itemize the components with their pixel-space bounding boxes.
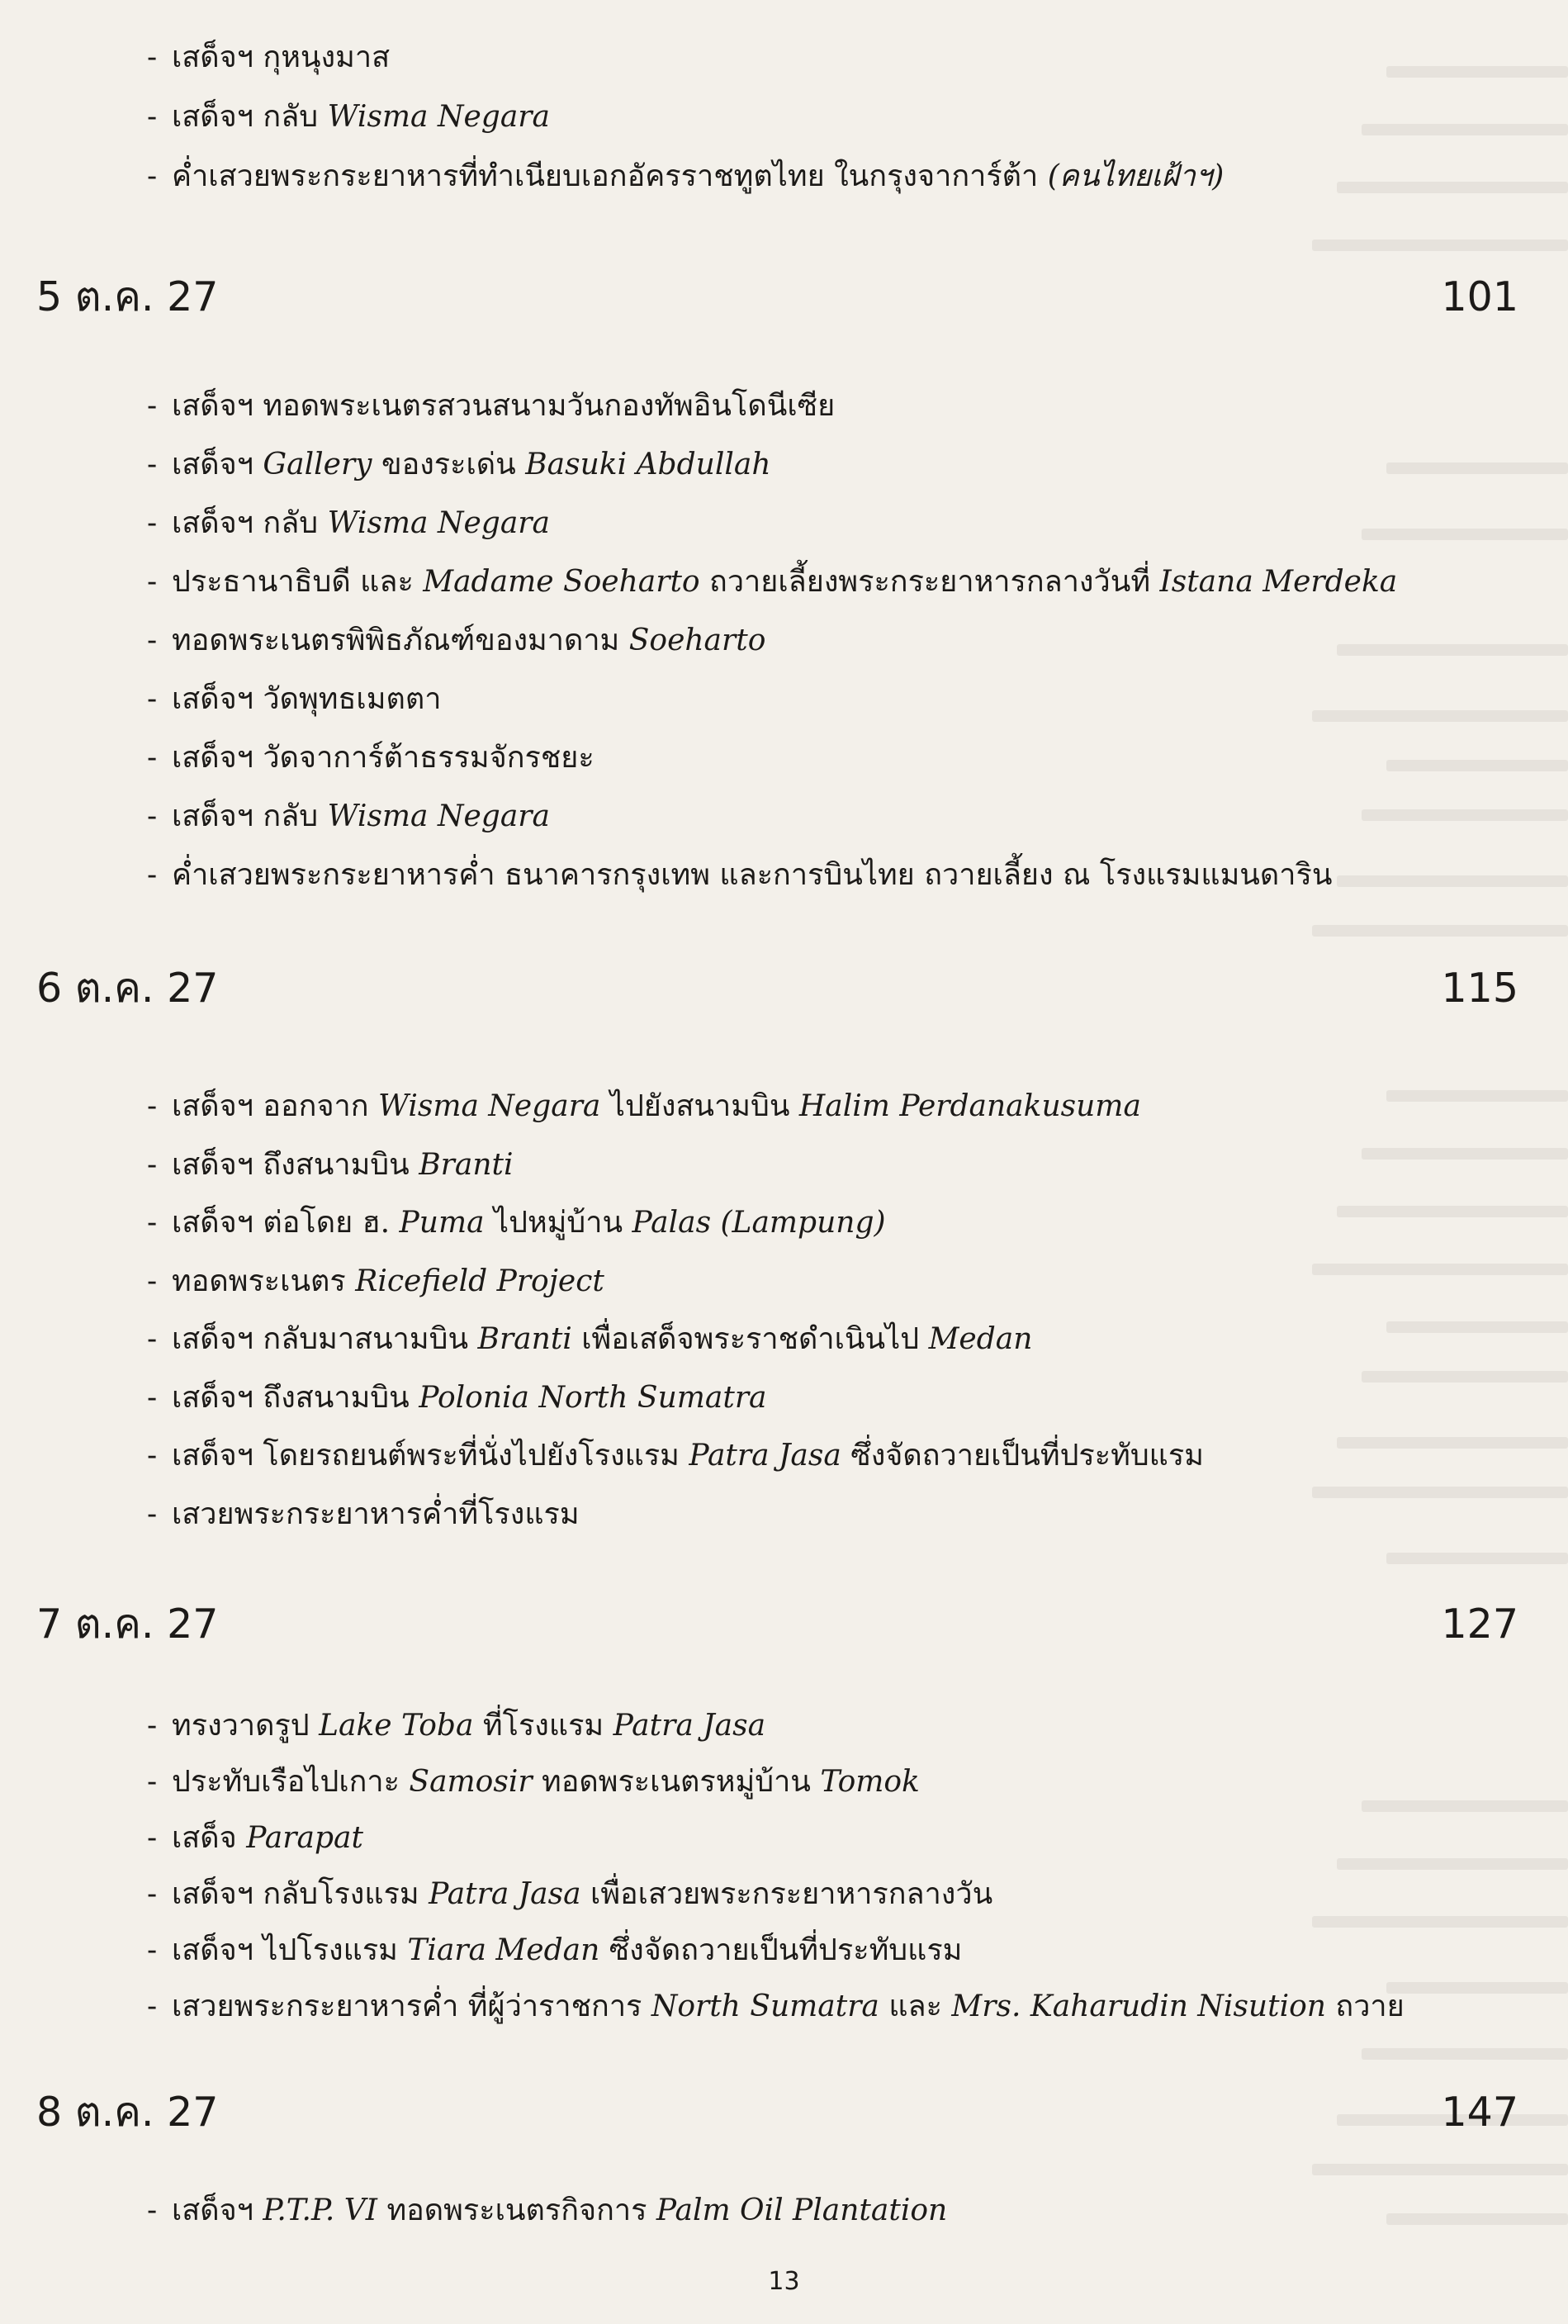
text-run: ไปหมู่บ้าน [484,1206,632,1240]
bleed-through-mark [1362,1371,1568,1383]
text-run: เพื่อเสด็จพระราชดำเนินไป [571,1322,929,1356]
bullet-dash: - [147,1206,158,1240]
italic-text-run: Palm Oil Plantation [656,2194,948,2227]
bleed-through-mark [1312,710,1568,722]
italic-text-run: Halim Perdanakusuma [798,1089,1141,1123]
itinerary-item [147,1876,992,1912]
italic-text-run: Gallery [263,448,372,481]
text-run: ไปยังสนามบิน [600,1089,799,1123]
section-page-reference: 127 [1441,1601,1518,1648]
bleed-through-mark [1386,760,1568,771]
page-number: 13 [768,2267,800,2296]
itinerary-item [147,505,550,541]
itinerary-item [147,1380,767,1416]
text-run: เสด็จฯ กลับ [172,100,328,134]
bullet-dash: - [147,159,158,193]
bleed-through-mark [1337,1858,1568,1870]
text-run: ทรงวาดรูป [172,1709,320,1743]
itinerary-item [147,388,835,424]
italic-text-run: Branti [419,1147,514,1182]
bleed-through-mark [1312,925,1568,937]
bullet-dash: - [147,1709,158,1743]
italic-text-run: Wisma Negara [327,506,550,540]
section-date-heading: 5 ต.ค. 27 [36,273,219,320]
itinerary-item [147,1438,1204,1473]
italic-text-run: Samosir [409,1765,533,1799]
text-run: เสด็จฯ ไปโรงแรม [172,1933,408,1967]
itinerary-item [147,740,595,775]
bleed-through-mark [1312,240,1568,251]
section-date-heading: 6 ต.ค. 27 [36,965,219,1012]
italic-text-run: Lake Toba [319,1709,474,1743]
bleed-through-mark [1337,875,1568,887]
bullet-dash: - [147,448,158,481]
itinerary-item [147,1820,363,1856]
bleed-through-mark [1386,66,1568,78]
itinerary-item [147,564,1397,600]
text-run: เสด็จฯ กลับ [172,506,328,540]
itinerary-item [147,1264,604,1299]
italic-text-run: Basuki Abdullah [525,448,771,481]
italic-text-run: Tiara Medan [407,1933,600,1967]
text-run: เสวยพระกระยาหารค่ำ ที่ผู้ว่าราชการ [172,1990,651,2023]
italic-text-run: Palas (Lampung) [632,1206,886,1240]
bleed-through-mark [1337,644,1568,656]
itinerary-item [147,1764,920,1800]
itinerary-item [147,1933,962,1968]
bullet-dash: - [147,1990,158,2023]
bleed-through-mark [1362,2048,1568,2060]
bleed-through-mark [1312,1264,1568,1275]
bleed-through-mark [1362,809,1568,821]
bleed-through-mark [1386,1982,1568,1994]
bullet-dash: - [147,799,158,833]
text-run: ทอดพระเนตร [172,1264,356,1298]
italic-text-run: Wisma Negara [378,1089,601,1123]
bleed-through-mark [1312,1916,1568,1928]
bullet-dash: - [147,1496,158,1531]
itinerary-item [147,1989,1405,2024]
bullet-dash: - [147,1439,158,1473]
itinerary-item [147,857,1332,893]
itinerary-item [147,1088,1141,1124]
bullet-dash: - [147,1877,158,1911]
bullet-dash: - [147,682,158,716]
bullet-dash: - [147,1089,158,1123]
text-run: ทอดพระเนตรกิจการ [377,2194,656,2227]
bleed-through-mark [1386,2213,1568,2225]
italic-text-run: Tomok [820,1765,920,1799]
text-run: เสด็จฯ ออกจาก [172,1089,378,1123]
itinerary-item [147,1496,580,1532]
italic-text-run: Soeharto [628,624,766,657]
text-run: ทอดพระเนตรหมู่บ้าน [532,1765,821,1799]
italic-text-run: Istana Merdeka [1159,565,1398,599]
bullet-dash: - [147,506,158,540]
bullet-dash: - [147,565,158,599]
italic-text-run: Parapat [246,1821,363,1855]
italic-text-run: Patra Jasa [429,1877,581,1911]
bullet-dash: - [147,1264,158,1298]
bleed-through-mark [1386,1321,1568,1333]
bleed-through-mark [1312,2164,1568,2175]
text-run: เสด็จฯ ต่อโดย ฮ. [172,1206,400,1240]
italic-text-run: Medan [928,1322,1033,1356]
itinerary-item [147,2193,947,2228]
italic-text-run: Mrs. Kaharudin Nisution [951,1990,1326,2023]
italic-text-run: Ricefield Project [355,1264,604,1298]
text-run: เสด็จฯ กลับโรงแรม [172,1877,429,1911]
bleed-through-mark [1386,1090,1568,1102]
italic-text-run: Polonia North Sumatra [419,1380,767,1415]
text-run: เสด็จฯ วัดจาการ์ต้าธรรมจักรชยะ [172,741,595,775]
itinerary-item [147,1147,514,1183]
bullet-dash: - [147,1147,158,1182]
bullet-dash: - [147,858,158,892]
bullet-dash: - [147,1322,158,1356]
text-run: เสด็จฯ โดยรถยนต์พระที่นั่งไปยังโรงแรม [172,1439,689,1473]
bleed-through-mark [1386,1553,1568,1564]
itinerary-item [147,40,390,75]
text-run: ค่ำเสวยพระกระยาหารที่ทำเนียบเอกอัครราชทูตไทย ในกรุงจาการ์ต้า [172,159,1048,193]
italic-text-run: P.T.P. VI [263,2194,377,2227]
italic-text-run: Madame Soeharto [423,565,700,599]
itinerary-item [147,447,771,482]
text-run: เสด็จฯ ถึงสนามบิน [172,1380,419,1415]
text-run: เสวยพระกระยาหารค่ำที่โรงแรม [172,1496,580,1531]
bullet-dash: - [147,100,158,134]
text-run: เสด็จฯ กุหนุงมาส [172,40,391,74]
bullet-dash: - [147,1765,158,1799]
italic-text-run: (คนไทยเฝ้าฯ) [1047,159,1225,193]
italic-text-run: Wisma Negara [327,100,550,134]
text-run: ถวาย [1325,1990,1405,2023]
text-run: เพื่อเสวยพระกระยาหารกลางวัน [580,1877,993,1911]
bullet-dash: - [147,741,158,775]
bleed-through-mark [1337,182,1568,193]
text-run: เสด็จฯ ถึงสนามบิน [172,1147,419,1182]
bullet-dash: - [147,1380,158,1415]
bullet-dash: - [147,1821,158,1855]
text-run: ค่ำเสวยพระกระยาหารค่ำ ธนาคารกรุงเทพ และการบินไทย ถวายเลี้ยง ณ โรงแรมแมนดาริน [172,858,1333,892]
bullet-dash: - [147,624,158,657]
italic-text-run: Branti [477,1322,572,1356]
section-page-reference: 101 [1441,273,1518,320]
text-run: เสด็จฯ กลับ [172,799,328,833]
itinerary-item [147,1321,1032,1357]
section-date-heading: 7 ต.ค. 27 [36,1601,219,1648]
text-run: และ [879,1990,952,2023]
bleed-through-mark [1362,1148,1568,1160]
bleed-through-mark [1312,1487,1568,1498]
italic-text-run: Wisma Negara [327,799,550,833]
bleed-through-mark [1362,529,1568,540]
text-run: ประทับเรือไปเกาะ [172,1765,410,1799]
text-run: ที่โรงแรม [473,1709,613,1743]
text-run: เสด็จฯ ทอดพระเนตรสวนสนามวันกองทัพอินโดนีเซีย [172,389,836,423]
itinerary-item [147,99,550,135]
text-run: ของระเด่น [372,448,526,481]
text-run: ทอดพระเนตรพิพิธภัณฑ์ของมาดาม [172,624,629,657]
text-run: เสด็จฯ [172,448,263,481]
bleed-through-mark [1337,1437,1568,1449]
italic-text-run: Puma [399,1206,485,1240]
itinerary-item [147,159,1224,194]
text-run: ซึ่งจัดถวายเป็นที่ประทับแรม [599,1933,963,1967]
itinerary-item [147,623,765,658]
bleed-through-mark [1362,124,1568,135]
itinerary-item [147,1708,765,1743]
italic-text-run: Patra Jasa [613,1709,766,1743]
bullet-dash: - [147,2194,158,2227]
text-run: เสด็จฯ วัดพุทธเมตตา [172,682,442,716]
bleed-through-mark [1337,1206,1568,1217]
bullet-dash: - [147,40,158,74]
section-page-reference: 147 [1441,2089,1518,2136]
italic-text-run: North Sumatra [651,1990,879,2023]
text-run: เสด็จ [172,1821,247,1855]
section-page-reference: 115 [1441,965,1518,1012]
section-date-heading: 8 ต.ค. 27 [36,2089,219,2136]
itinerary-item [147,681,441,717]
bleed-through-mark [1362,1800,1568,1812]
itinerary-item [147,799,550,834]
bullet-dash: - [147,1933,158,1967]
text-run: เสด็จฯ กลับมาสนามบิน [172,1322,478,1356]
text-run: ประธานาธิบดี และ [172,565,424,599]
text-run: เสด็จฯ [172,2194,263,2227]
itinerary-item [147,1205,886,1240]
bullet-dash: - [147,389,158,423]
text-run: ถวายเลี้ยงพระกระยาหารกลางวันที่ [699,565,1160,599]
italic-text-run: Patra Jasa [689,1439,841,1473]
text-run: ซึ่งจัดถวายเป็นที่ประทับแรม [841,1439,1204,1473]
bleed-through-mark [1386,462,1568,474]
